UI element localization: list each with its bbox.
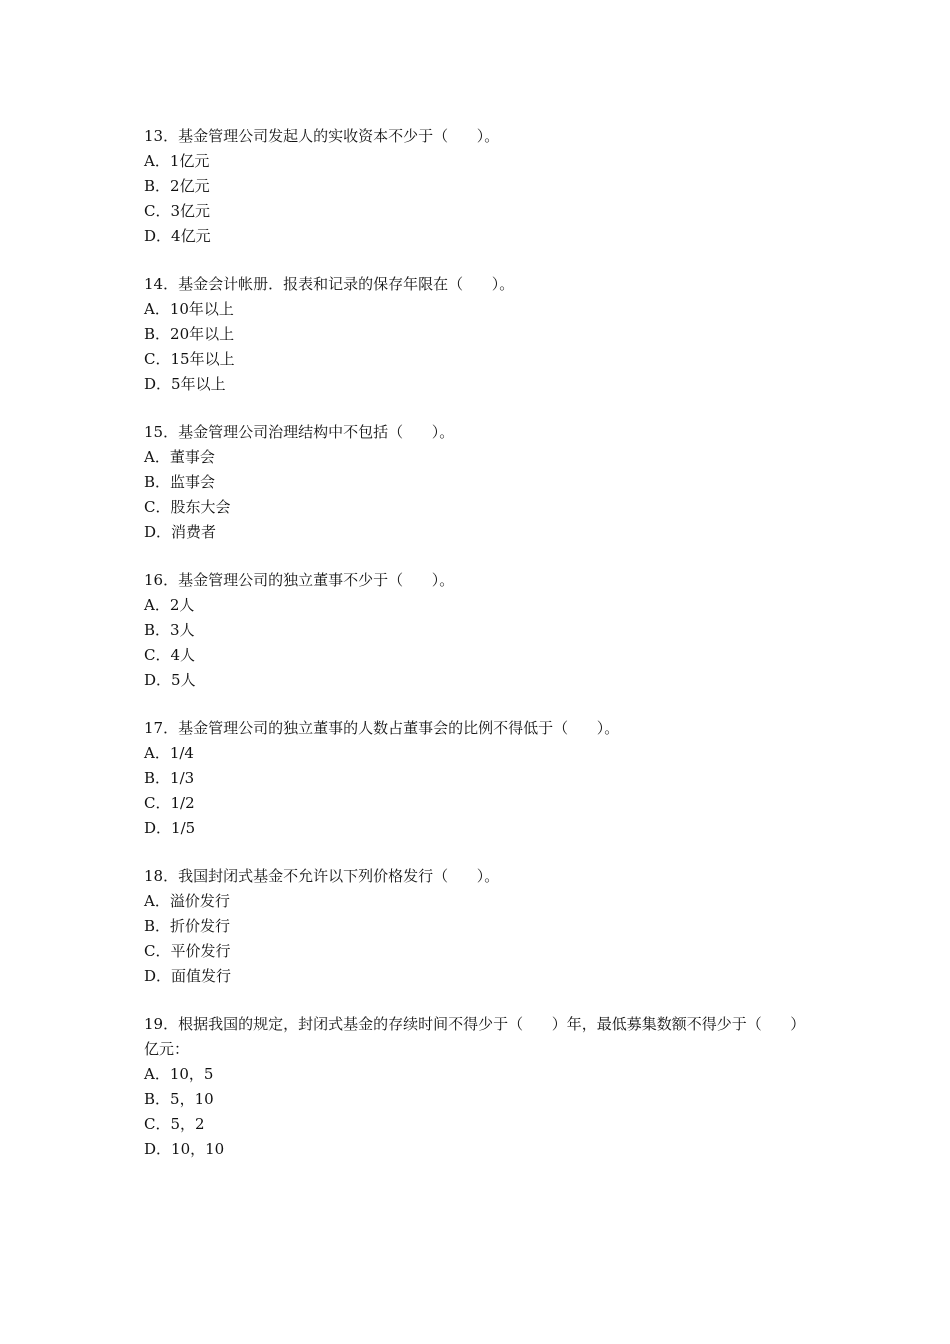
option-d: D．5年以上 <box>144 375 226 393</box>
question-text: 13．基金管理公司发起人的实收资本不少于（ ）。 <box>144 127 500 145</box>
question-text: 16．基金管理公司的独立董事不少于（ ）。 <box>144 571 455 589</box>
option-b: B．20年以上 <box>144 325 235 343</box>
option-b: B．2亿元 <box>144 177 210 195</box>
option-c: C．平价发行 <box>144 942 231 960</box>
question-list <box>144 124 814 1185</box>
option-d: D．面值发行 <box>144 967 232 985</box>
option-b: B．5，10 <box>144 1090 214 1108</box>
option-c: C．15年以上 <box>144 350 235 368</box>
question-text: 18．我国封闭式基金不允许以下列价格发行（ ）。 <box>144 867 500 885</box>
option-a: A．10，5 <box>144 1065 214 1083</box>
option-d: D．5人 <box>144 671 196 689</box>
option-d: D．1/5 <box>144 819 196 837</box>
option-c: C．股东大会 <box>144 498 231 516</box>
option-c: C．5，2 <box>144 1115 205 1133</box>
question-13 <box>144 124 814 249</box>
option-c: C．3亿元 <box>144 202 211 220</box>
option-c: C．4人 <box>144 646 196 664</box>
question-text: 19．根据我国的规定，封闭式基金的存续时间不得少于（ ）年，最低募集数额不得少于（ ）亿元： <box>144 1015 806 1058</box>
option-a: A．董事会 <box>144 448 215 466</box>
question-14 <box>144 272 814 397</box>
option-a: A．1/4 <box>144 744 194 762</box>
option-d: D．4亿元 <box>144 227 211 245</box>
option-b: B．1/3 <box>144 769 195 787</box>
option-d: D．10，10 <box>144 1140 225 1158</box>
option-b: B．3人 <box>144 621 195 639</box>
question-19 <box>144 1012 814 1162</box>
question-18 <box>144 864 814 989</box>
option-b: B．折价发行 <box>144 917 231 935</box>
question-16 <box>144 568 814 693</box>
option-d: D．消费者 <box>144 523 217 541</box>
option-a: A．10年以上 <box>144 300 234 318</box>
option-a: A．溢价发行 <box>144 892 230 910</box>
question-text: 14．基金会计帐册．报表和记录的保存年限在（ ）。 <box>144 275 515 293</box>
question-text: 17．基金管理公司的独立董事的人数占董事会的比例不得低于（ ）。 <box>144 719 620 737</box>
option-c: C．1/2 <box>144 794 195 812</box>
question-15 <box>144 420 814 545</box>
option-a: A．2人 <box>144 596 195 614</box>
question-17 <box>144 716 814 841</box>
option-a: A．1亿元 <box>144 152 210 170</box>
question-text: 15．基金管理公司治理结构中不包括（ ）。 <box>144 423 455 441</box>
option-b: B．监事会 <box>144 473 216 491</box>
